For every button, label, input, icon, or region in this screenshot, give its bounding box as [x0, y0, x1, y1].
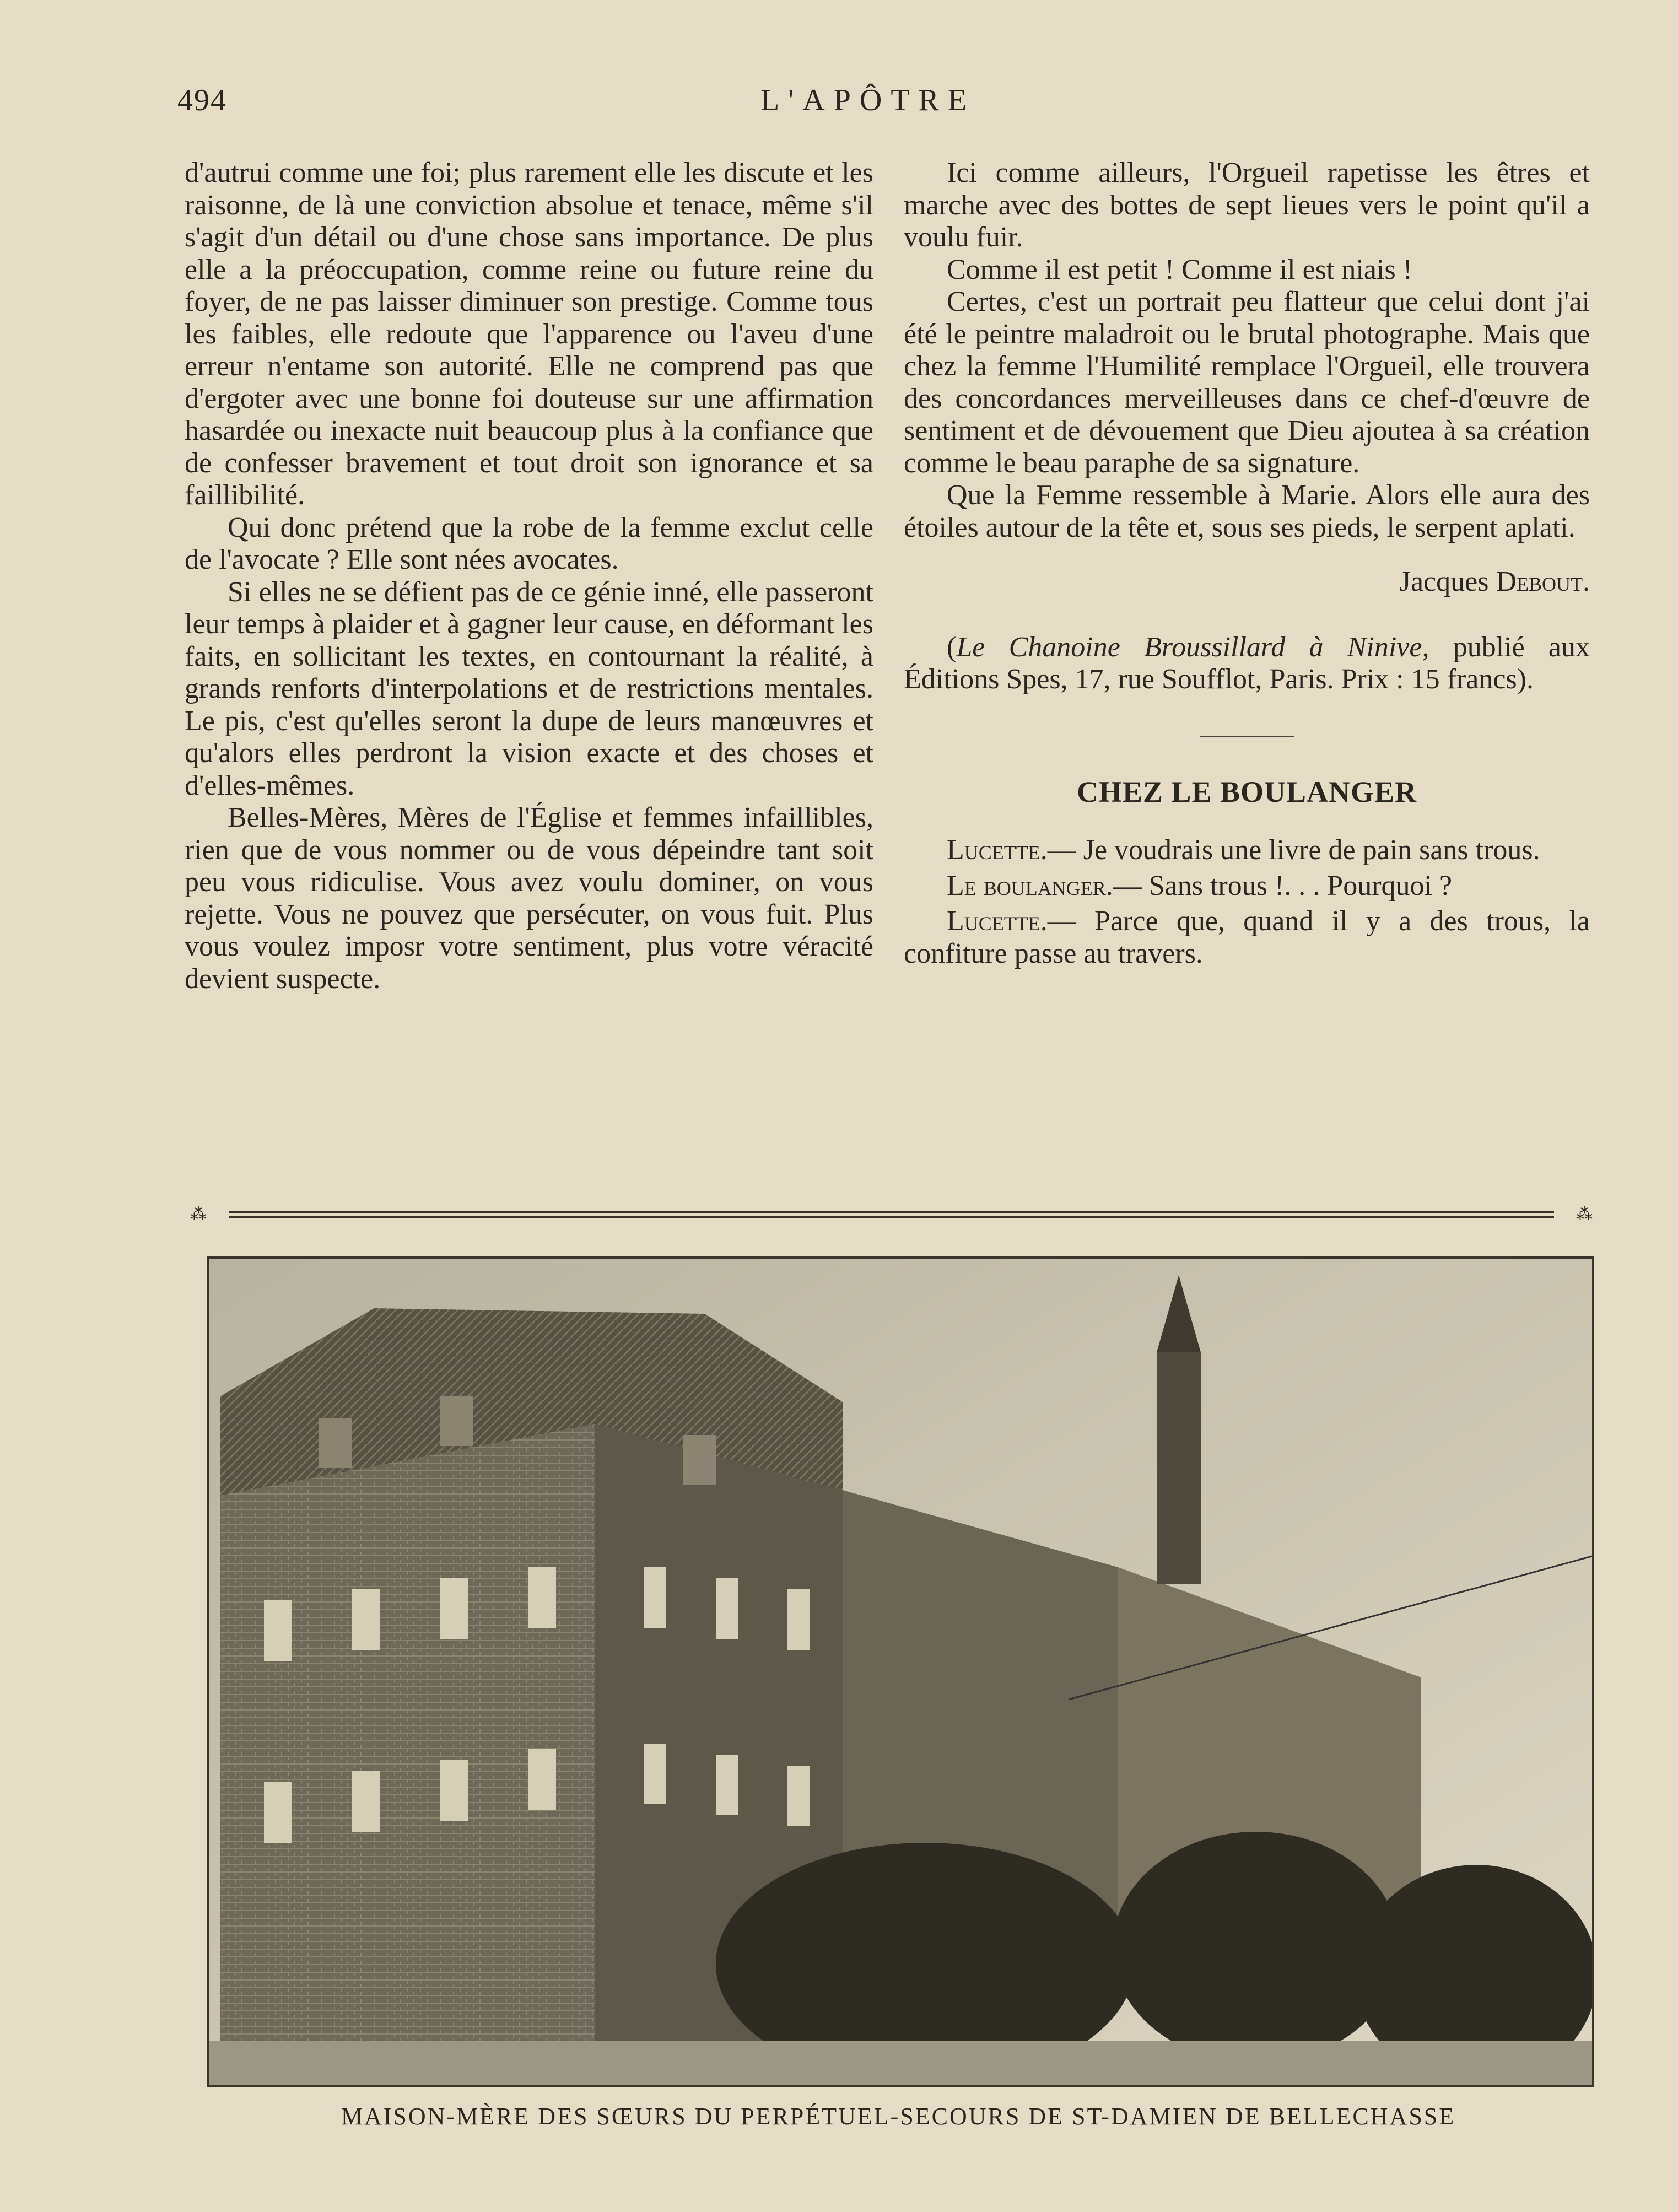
book-citation [904, 632, 1590, 696]
journal-title: L'APÔTRE [760, 83, 976, 117]
speaker-lucette: Lucette. [947, 834, 1048, 866]
rule-thick-line [229, 1216, 1554, 1218]
photo-caption: MAISON-MÈRE DES SŒURS DU PERPÉTUEL-SECOURS DE ST-DAMIEN DE BELLECHASSE [341, 2103, 1456, 2130]
dialogue-line-1 [904, 834, 1590, 867]
dialogue-line-2 [904, 870, 1590, 903]
citation-rest: publié aux Éditions Spes, 17, rue Soufflot, Paris. Prix : 15 francs). [904, 631, 1590, 695]
citation-title: Le Chanoine Broussillard à Ninive, [956, 631, 1429, 663]
right-ornament-icon: ⁂ [1576, 1205, 1593, 1223]
ornamental-rule [190, 1205, 1593, 1223]
author-signature [904, 566, 1590, 598]
building-photograph [207, 1256, 1594, 2087]
building-photo-illustration [209, 1259, 1592, 2085]
dialogue-line-3 [904, 905, 1590, 970]
left-paragraph-3: Si elles ne se défient pas de ce génie inné, elle passeront leur temps à plaider et à gagner leur cause, en déformant les faits, en sollicitant les textes, en contournant la réalité, à grands renforts d'interpolations et de restrictions mentales. Le pis, c'est qu'elles seront la dupe de leurs manœuvres et qu'alors elles perdront la vision exacte et des choses et d'elles-mêmes. [185, 576, 873, 801]
section-divider [1200, 736, 1294, 737]
dialogue-text: — Je voudrais une livre de pain sans trous. [1047, 834, 1540, 866]
author-first-name: Jacques [1399, 566, 1489, 597]
page-number: 494 [177, 83, 227, 117]
right-paragraph-4: Que la Femme ressemble à Marie. Alors elle aura des étoiles autour de la tête et, sous ses pieds, le serpent aplati. [904, 479, 1590, 543]
dialogue-text: — Parce que, quand il y a des trous, la confiture passe au travers. [904, 905, 1590, 969]
author-last-name: Debout. [1496, 566, 1590, 597]
speaker-lucette: Lucette. [947, 905, 1048, 937]
dialogue [904, 834, 1590, 970]
right-column [904, 157, 1590, 973]
right-paragraph-2: Comme il est petit ! Comme il est niais ! [947, 253, 1412, 285]
right-paragraph-1: Ici comme ailleurs, l'Orgueil rapetisse les êtres et marche avec des bottes de sept lieues vers le point qu'il a voulu fuir. [904, 157, 1590, 253]
section-heading: CHEZ LE BOULANGER [1076, 775, 1417, 808]
left-paragraph-1: d'autrui comme une foi; plus rarement elle les discute et les raisonne, de là une conviction absolue et tenace, même s'il s'agit d'un détail ou d'une chose sans importance. De plus elle a la préoccupation, comme reine ou future reine du foyer, de ne pas laisser diminuer son prestige. Comme tous les faibles, elle redoute que l'apparence ou l'aveu d'une erreur n'entame son autorité. Elle ne comprend pas que d'ergoter avec une bonne foi douteuse sur une affirmation hasardée ou inexacte nuit beaucoup plus à la confiance que de confesser bravement et tout droit son ignorance et sa faillibilité. [185, 157, 873, 511]
rule-thin-line [229, 1211, 1554, 1213]
left-ornament-icon: ⁂ [190, 1205, 207, 1223]
left-column [185, 157, 873, 995]
citation-open: ( [947, 631, 957, 663]
speaker-baker: Le boulanger. [947, 870, 1113, 902]
left-paragraph-2: Qui donc prétend que la robe de la femme exclut celle de l'avocate ? Elle sont nées avocates. [185, 511, 873, 575]
dialogue-text: — Sans trous !. . . Pourquoi ? [1113, 870, 1453, 902]
right-paragraph-3: Certes, c'est un portrait peu flatteur que celui dont j'ai été le peintre maladroit ou le brutal photographe. Mais que chez la femme l'Humilité remplace l'Orgueil, elle trouvera des concordances merveilleuses dans ce chef-d'œuvre de sentiment et de dévouement que Dieu ajoutea à sa création comme le beau paraphe de sa signature. [904, 286, 1590, 479]
left-paragraph-4: Belles-Mères, Mères de l'Église et femmes infaillibles, rien que de vous nommer ou de vous dépeindre tant soit peu vous ridiculise. Vous avez voulu dominer, on vous rejette. Vous ne pouvez que persécuter, on vous fuit. Plus vous voulez imposr votre sentiment, plus votre véracité devient suspecte. [185, 802, 873, 995]
